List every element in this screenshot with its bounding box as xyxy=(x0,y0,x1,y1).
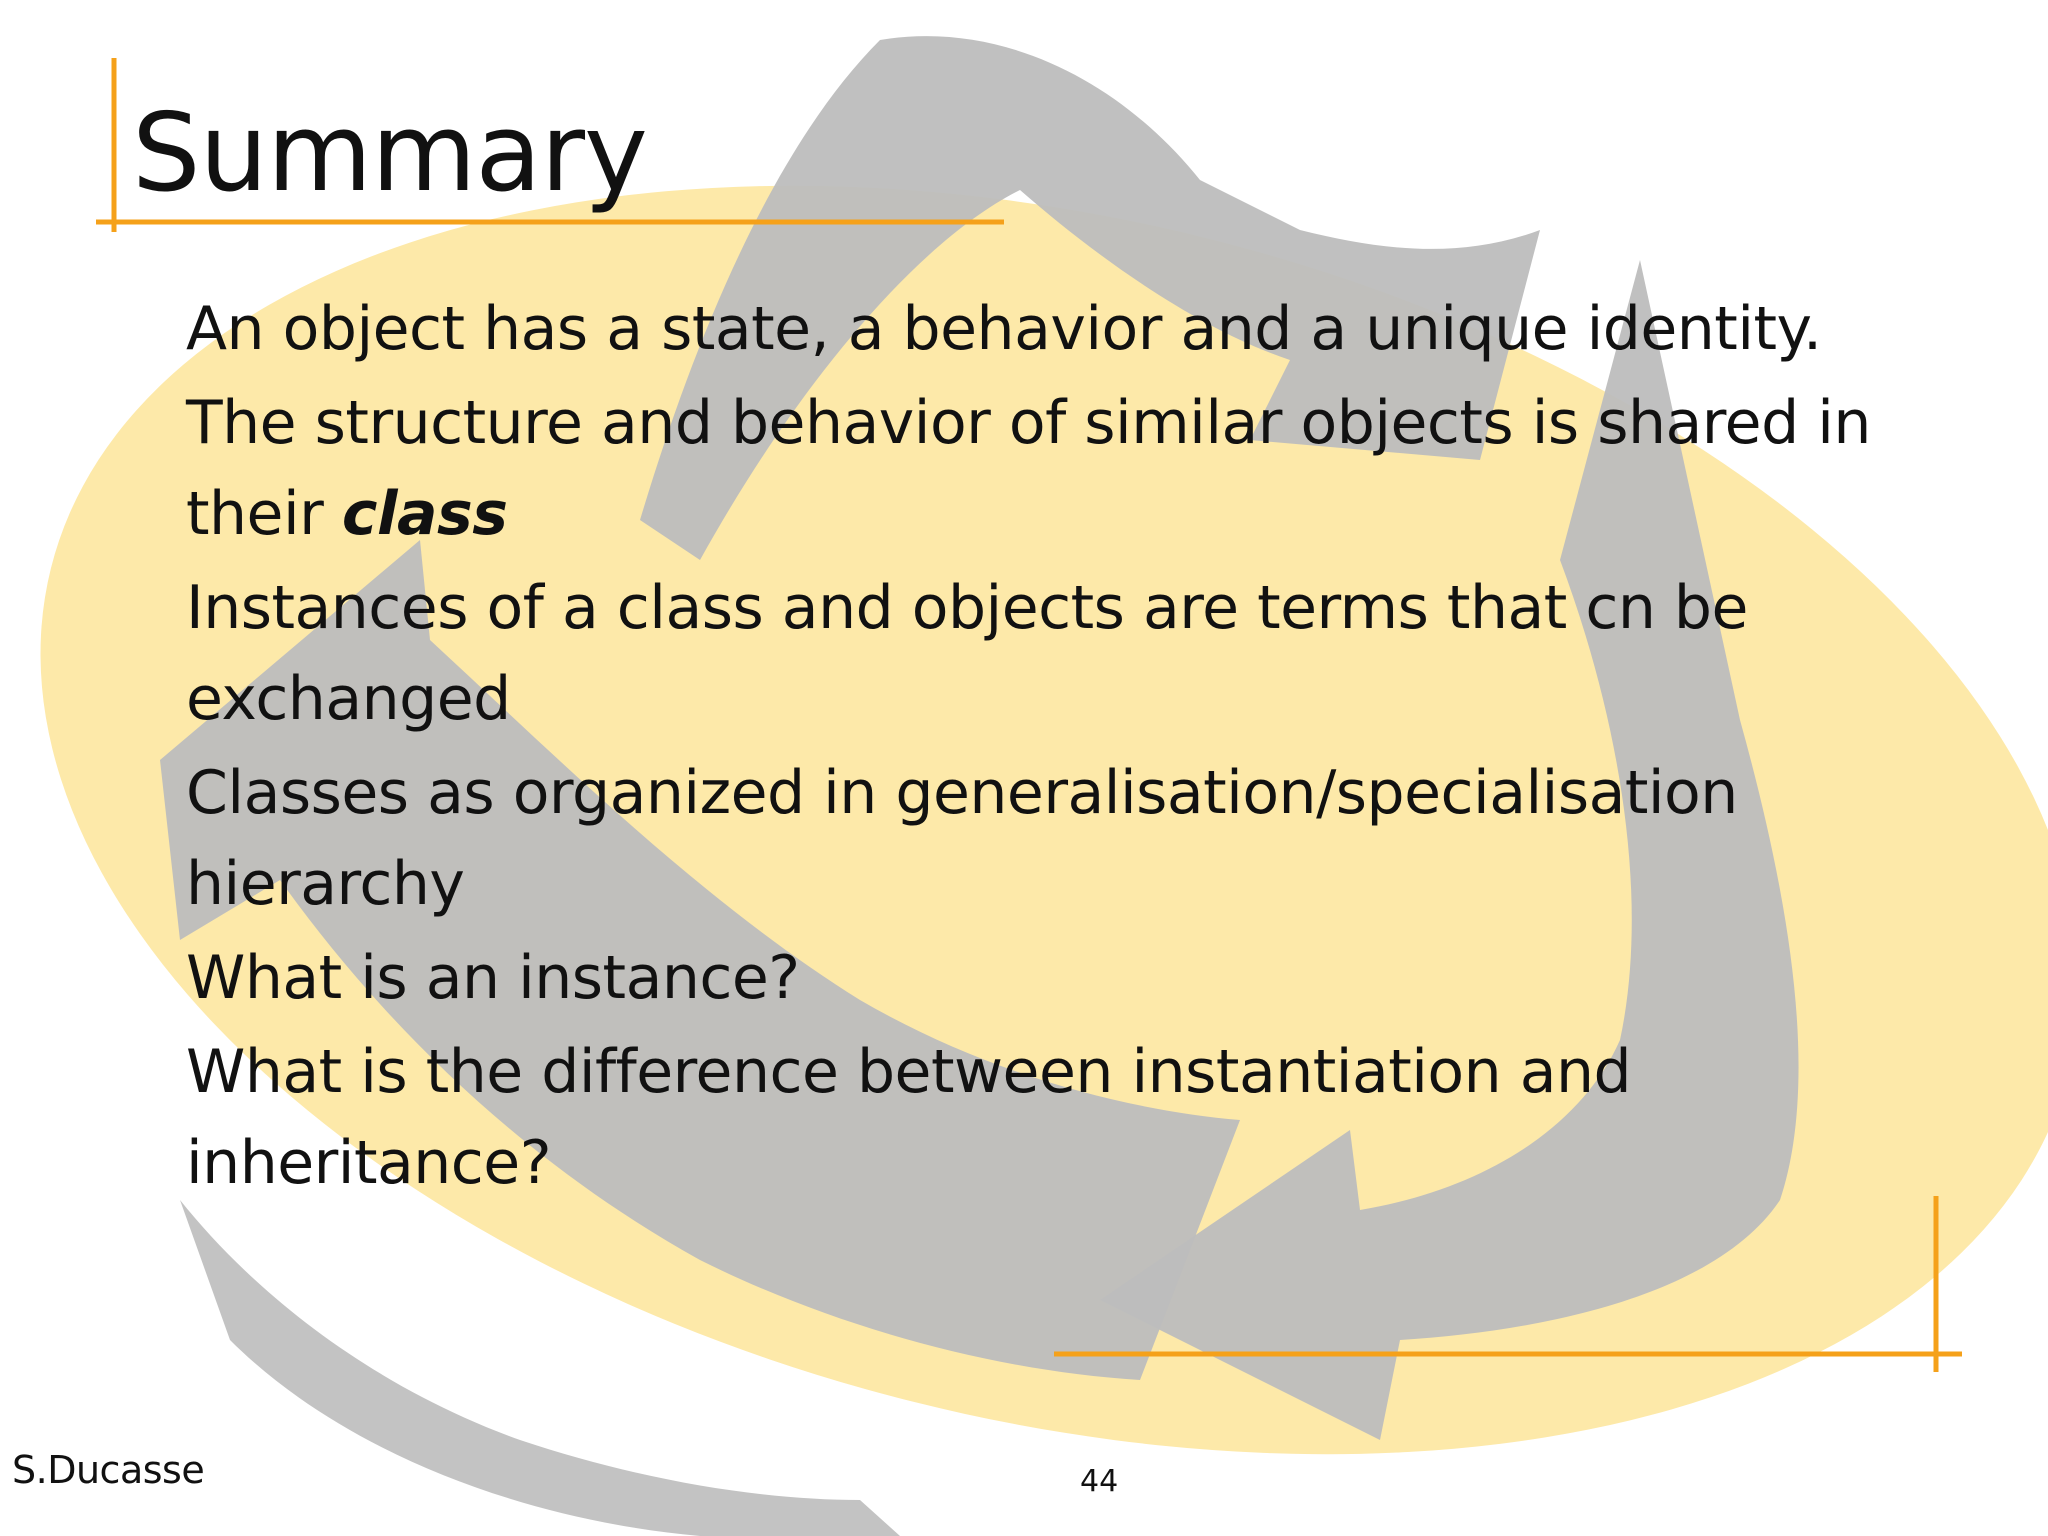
bullet-text: The structure and behavior of similar objects is shared in their xyxy=(186,388,1871,549)
bullet-list xyxy=(186,284,1906,1212)
bullet-text: Classes as organized in generalisation/specialisation hierarchy xyxy=(186,758,1738,919)
bullet-item xyxy=(186,563,1906,745)
bullet-text: Instances of a class and objects are terms that cn be exchanged xyxy=(186,573,1748,734)
bullet-text: What is an instance? xyxy=(186,943,800,1013)
bullet-text: What is the difference between instantiation and inheritance? xyxy=(186,1037,1632,1198)
bullet-item xyxy=(186,933,1906,1024)
footer-author: S.Ducasse xyxy=(12,1448,205,1492)
bullet-emphasis: class xyxy=(341,479,508,549)
bullet-item xyxy=(186,1027,1906,1209)
bullet-text: An object has a state, a behavior and a unique identity. xyxy=(186,294,1822,364)
bullet-item xyxy=(186,378,1906,560)
slide-title: Summary xyxy=(132,91,647,216)
bullet-item xyxy=(186,748,1906,930)
bullet-item xyxy=(186,284,1906,375)
page-number: 44 xyxy=(1080,1464,1119,1499)
